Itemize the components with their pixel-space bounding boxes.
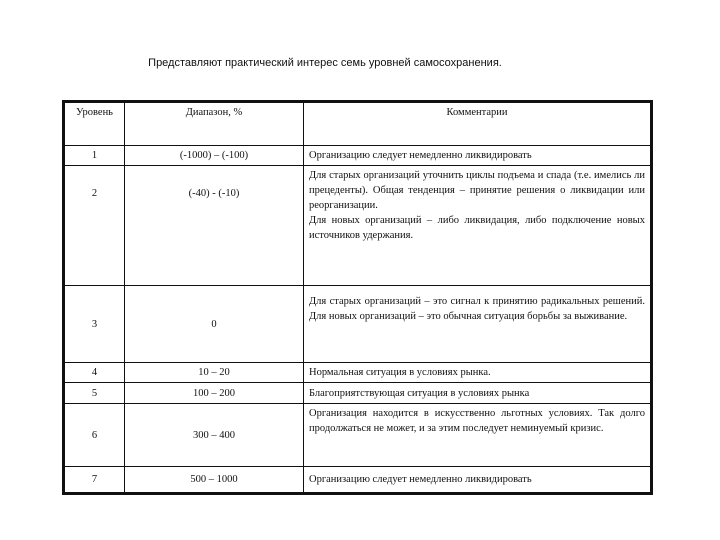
header-comment: Комментарии bbox=[304, 102, 652, 146]
level-cell: 2 bbox=[64, 166, 125, 286]
level-cell: 7 bbox=[64, 467, 125, 494]
comment-paragraph: Для новых организаций – либо ликвидация, либо подключение новых источников удержания. bbox=[309, 215, 645, 241]
table-row bbox=[64, 404, 652, 467]
table-row bbox=[64, 467, 652, 494]
table-row bbox=[64, 383, 652, 404]
range-cell: 10 – 20 bbox=[125, 363, 304, 383]
range-cell: 500 – 1000 bbox=[125, 467, 304, 494]
self-preservation-levels-table bbox=[62, 100, 653, 495]
level-cell: 1 bbox=[64, 146, 125, 166]
table-row bbox=[64, 146, 652, 166]
range-cell: 0 bbox=[125, 286, 304, 363]
comment-cell: Организацию следует немедленно ликвидировать bbox=[304, 467, 652, 494]
comment-cell: Нормальная ситуация в условиях рынка. bbox=[304, 363, 652, 383]
table-row bbox=[64, 286, 652, 363]
comment-cell: Для старых организаций – это сигнал к принятию радикальных решений. Для новых организаций – это обычная ситуация борьбы за выживание. bbox=[304, 286, 652, 363]
header-range: Диапазон, % bbox=[125, 102, 304, 146]
comment-cell bbox=[304, 166, 652, 286]
table-header-row bbox=[64, 102, 652, 146]
range-cell: 300 – 400 bbox=[125, 404, 304, 467]
comment-paragraph: Для старых организаций уточнить циклы подъема и спада (т.е. имелись ли прецеденты). Общая тенденция – принятие решения о ликвидации или реорганизации. bbox=[309, 170, 645, 211]
table-row bbox=[64, 363, 652, 383]
page-title: Представляют практический интерес семь уровней самосохранения. bbox=[148, 57, 502, 69]
level-cell: 4 bbox=[64, 363, 125, 383]
range-cell: (-40) - (-10) bbox=[125, 166, 304, 286]
comment-cell: Организация находится в искусственно льготных условиях. Так долго продолжаться не может, и за этим последует неминуемый кризис. bbox=[304, 404, 652, 467]
level-cell: 6 bbox=[64, 404, 125, 467]
comment-cell: Организацию следует немедленно ликвидировать bbox=[304, 146, 652, 166]
range-cell: (-1000) – (-100) bbox=[125, 146, 304, 166]
header-level: Уровень bbox=[64, 102, 125, 146]
range-cell: 100 – 200 bbox=[125, 383, 304, 404]
level-cell: 3 bbox=[64, 286, 125, 363]
table-row bbox=[64, 166, 652, 286]
level-cell: 5 bbox=[64, 383, 125, 404]
comment-cell: Благоприятствующая ситуация в условиях рынка bbox=[304, 383, 652, 404]
